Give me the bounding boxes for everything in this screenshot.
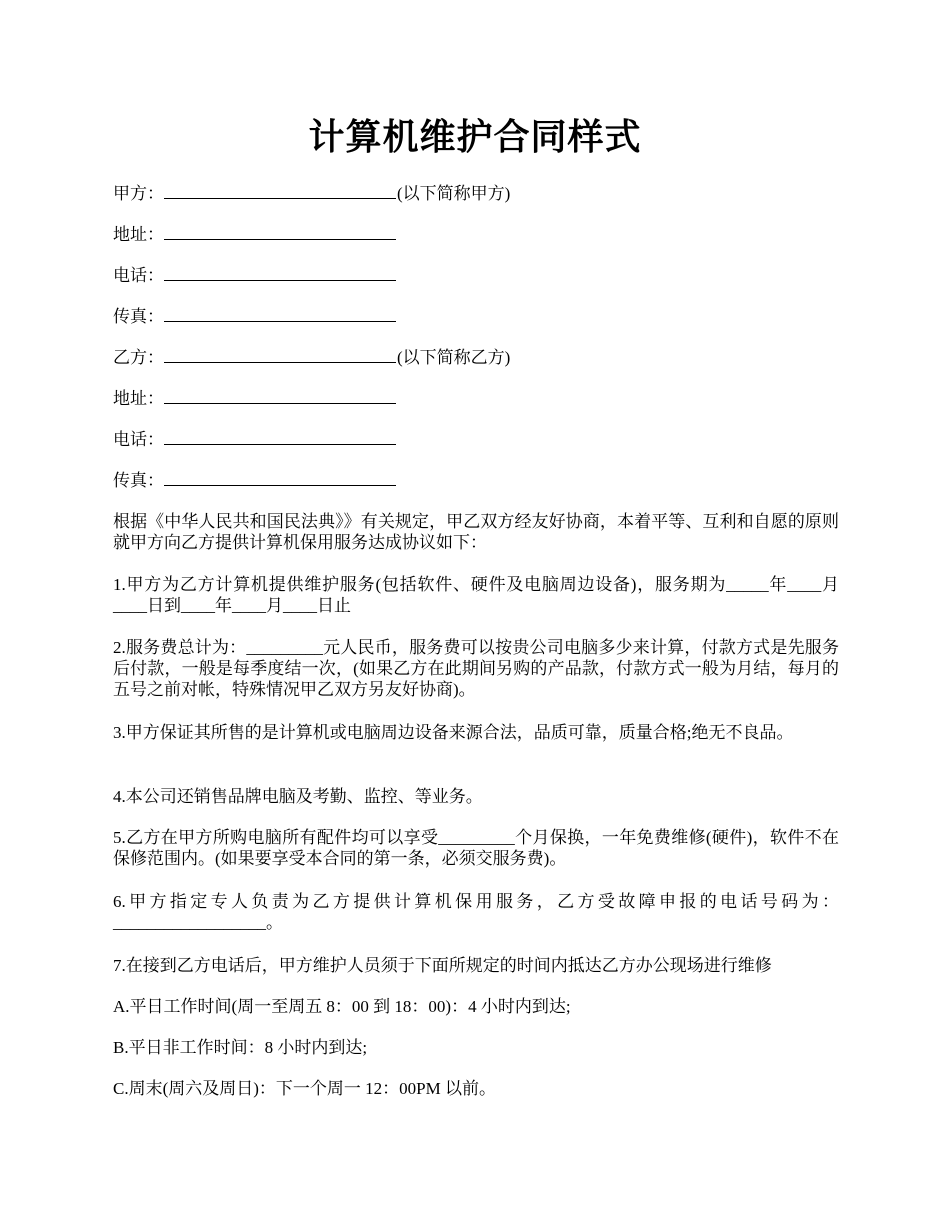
document-title: 计算机维护合同样式 [308, 117, 642, 157]
party-a-address-blank [164, 223, 396, 240]
clause-7a: A.平日工作时间(周一至周五 8：00 到 18：00)：4 小时内到达; [113, 997, 571, 1016]
clause-1: 1.甲方为乙方计算机提供维护服务(包括软件、硬件及电脑周边设备)，服务期为_____年____月____日到____年____月____日止 [113, 575, 839, 615]
intro-paragraph: 根据《中华人民共和国民法典》》有关规定，甲乙双方经友好协商，本着平等、互利和自愿的原则就甲方向乙方提供计算机保用服务达成协议如下： [113, 512, 839, 552]
party-b-address-label: 地址： [113, 389, 164, 408]
party-b-blank [164, 346, 396, 363]
clause-4: 4.本公司还销售品牌电脑及考勤、监控、等业务。 [113, 787, 483, 806]
clause-7: 7.在接到乙方电话后，甲方维护人员须于下面所规定的时间内抵达乙方办公现场进行维修 [113, 956, 772, 975]
party-a-address-field [113, 223, 397, 246]
party-b-phone-label: 电话： [113, 430, 164, 449]
party-b-field [113, 346, 510, 369]
party-b-address-field [113, 387, 397, 410]
clause-3: 3.甲方保证其所售的是计算机或电脑周边设备来源合法，品质可靠，质量合格;绝无不良品。 [113, 723, 794, 742]
clause-7c: C.周末(周六及周日)：下一个周一 12：00PM 以前。 [113, 1079, 496, 1098]
party-a-phone-blank [164, 264, 396, 281]
party-b-fax-label: 传真： [113, 471, 164, 490]
party-a-label: 甲方： [113, 184, 164, 203]
clause-7b: B.平日非工作时间：8 小时内到达; [113, 1038, 368, 1057]
party-b-suffix: (以下简称乙方) [397, 348, 511, 367]
party-b-phone-field [113, 428, 397, 451]
party-a-fax-label: 传真： [113, 307, 164, 326]
party-a-fax-field [113, 305, 397, 328]
party-b-fax-field [113, 469, 397, 492]
party-b-fax-blank [164, 469, 396, 486]
party-a-suffix: (以下简称甲方) [397, 184, 511, 203]
party-b-label: 乙方： [113, 348, 164, 367]
party-b-phone-blank [164, 428, 396, 445]
clause-6: 6.甲方指定专人负责为乙方提供计算机保用服务，乙方受故障申报的电话号码为：__________________。 [113, 892, 839, 932]
party-b-address-blank [164, 387, 396, 404]
party-a-fax-blank [164, 305, 396, 322]
party-a-phone-field [113, 264, 397, 287]
clause-2: 2.服务费总计为：_________元人民币，服务费可以按贵公司电脑多少来计算，付款方式是先服务后付款，一般是每季度结一次，(如果乙方在此期间另购的产品款，付款方式一般为月结，每月的五号之前对帐，特殊情况甲乙双方另友好协商)。 [113, 638, 839, 699]
clause-5: 5.乙方在甲方所购电脑所有配件均可以享受_________个月保换，一年免费维修(硬件)，软件不在保修范围内。(如果要享受本合同的第一条，必须交服务费)。 [113, 828, 839, 868]
party-a-phone-label: 电话： [113, 266, 164, 285]
party-a-blank [164, 182, 396, 199]
party-a-field [113, 182, 510, 205]
party-a-address-label: 地址： [113, 225, 164, 244]
